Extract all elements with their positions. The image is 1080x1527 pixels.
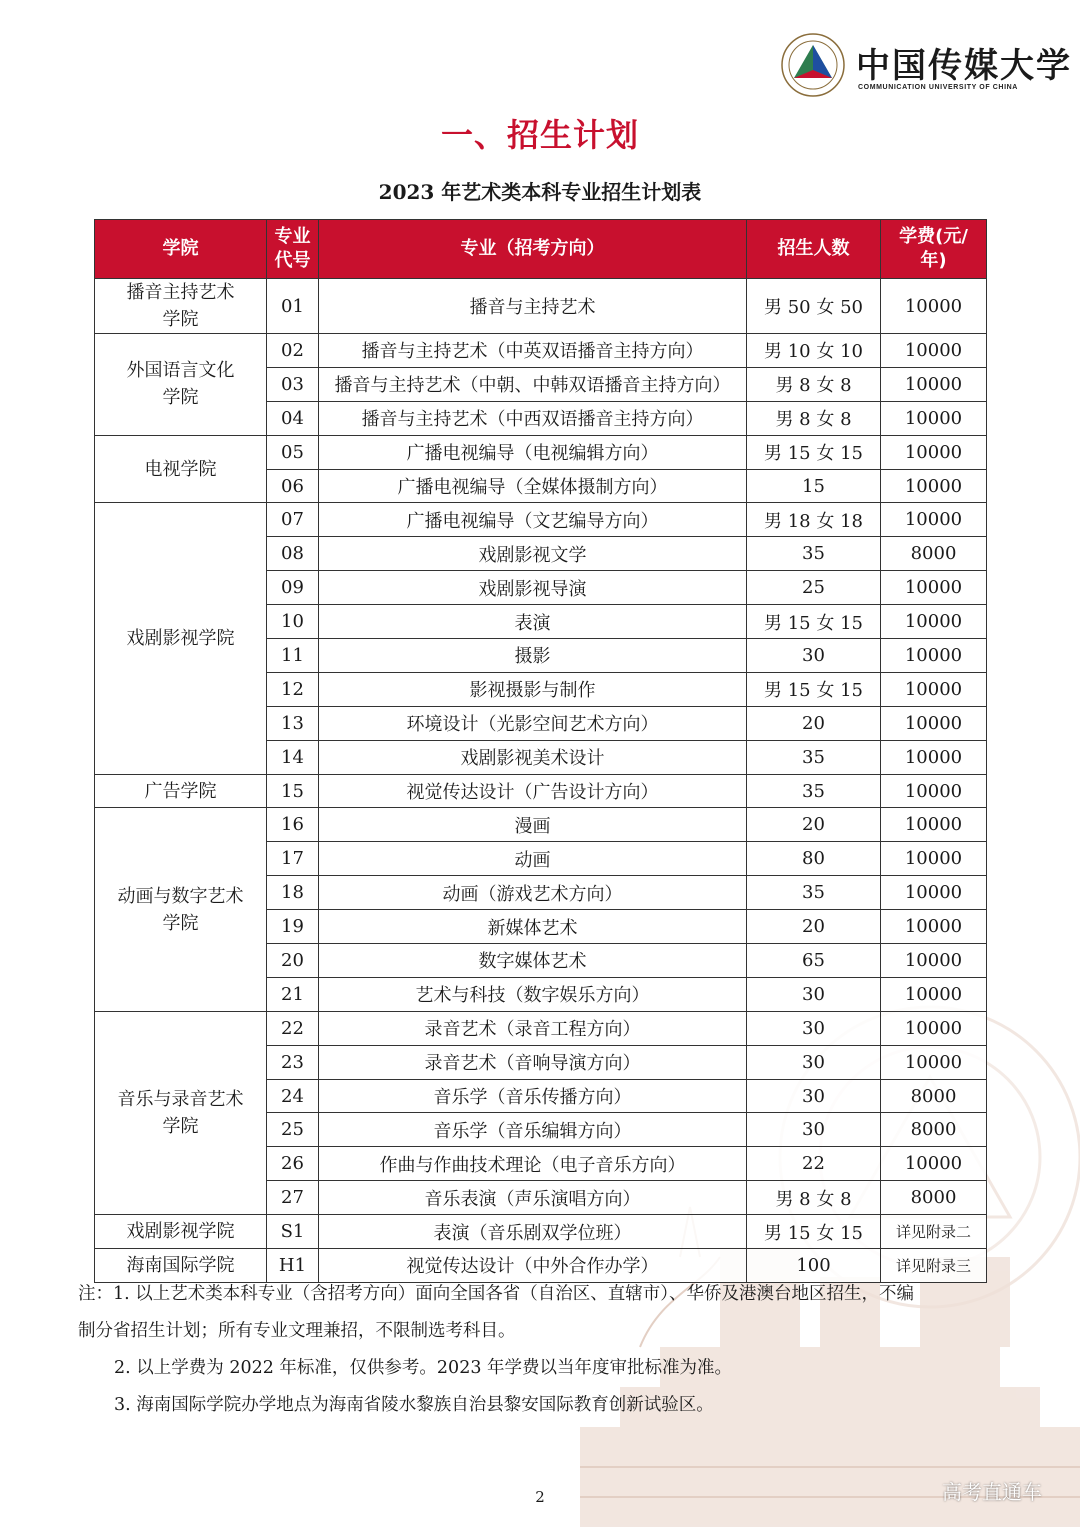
enrollment-plan-table [94, 219, 987, 1283]
code-cell: H1 [267, 1249, 319, 1283]
header-fee: 学费(元/年) [881, 220, 987, 279]
header-major: 专业（招考方向） [319, 220, 747, 279]
college-cell: 动画与数字艺术 学院 [95, 808, 267, 1011]
college-cell: 广告学院 [95, 774, 267, 808]
quota-cell: 22 [747, 1147, 881, 1181]
quota-cell: 20 [747, 910, 881, 944]
quota-cell: 男 18 女 18 [747, 503, 881, 537]
major-cell: 漫画 [319, 808, 747, 842]
fee-cell: 10000 [881, 1045, 987, 1079]
fee-cell: 10000 [881, 469, 987, 503]
page-number: 2 [535, 1488, 545, 1506]
quota-cell: 20 [747, 706, 881, 740]
quota-cell: 男 15 女 15 [747, 1215, 881, 1249]
code-cell: 19 [267, 910, 319, 944]
major-cell: 动画 [319, 842, 747, 876]
quota-cell: 20 [747, 808, 881, 842]
major-cell: 摄影 [319, 639, 747, 673]
university-name-en: COMMUNICATION UNIVERSITY OF CHINA [858, 84, 1018, 91]
header-quota: 招生人数 [747, 220, 881, 279]
fee-cell: 10000 [881, 740, 987, 774]
quota-cell: 30 [747, 1045, 881, 1079]
major-cell: 新媒体艺术 [319, 910, 747, 944]
section-title: 一、招生计划 [440, 116, 639, 154]
major-cell: 录音艺术（录音工程方向） [319, 1011, 747, 1045]
notes [78, 1276, 1008, 1424]
table-body [95, 279, 987, 1283]
table-row [95, 808, 987, 842]
college-cell: 外国语言文化 学院 [95, 334, 267, 436]
code-cell: 18 [267, 876, 319, 910]
quota-cell: 35 [747, 537, 881, 571]
fee-cell: 10000 [881, 876, 987, 910]
major-cell: 作曲与作曲技术理论（电子音乐方向） [319, 1147, 747, 1181]
quota-cell: 15 [747, 469, 881, 503]
fee-cell: 10000 [881, 1147, 987, 1181]
header-college: 学院 [95, 220, 267, 279]
quota-cell: 30 [747, 1011, 881, 1045]
code-cell: 05 [267, 435, 319, 469]
code-cell: 02 [267, 334, 319, 368]
major-cell: 广播电视编导（全媒体摄制方向） [319, 469, 747, 503]
fee-cell: 10000 [881, 503, 987, 537]
fee-cell: 10000 [881, 842, 987, 876]
code-cell: S1 [267, 1215, 319, 1249]
note-1: 注：1. 以上艺术类本科专业（含招考方向）面向全国各省（自治区、直辖市）、华侨及港澳台地区招生，不编 [78, 1284, 915, 1304]
major-cell: 音乐表演（声乐演唱方向） [319, 1181, 747, 1215]
code-cell: 11 [267, 639, 319, 673]
fee-cell: 10000 [881, 639, 987, 673]
quota-cell: 30 [747, 1079, 881, 1113]
major-cell: 音乐学（音乐传播方向） [319, 1079, 747, 1113]
fee-cell: 8000 [881, 1181, 987, 1215]
college-cell: 播音主持艺术 学院 [95, 279, 267, 334]
fee-cell: 10000 [881, 605, 987, 639]
fee-cell: 8000 [881, 1113, 987, 1147]
college-cell: 音乐与录音艺术 学院 [95, 1011, 267, 1214]
major-cell: 广播电视编导（文艺编导方向） [319, 503, 747, 537]
fee-cell: 8000 [881, 1079, 987, 1113]
university-emblem-icon [780, 32, 846, 98]
table-row [95, 1011, 987, 1045]
major-cell: 数字媒体艺术 [319, 944, 747, 978]
fee-cell: 10000 [881, 367, 987, 401]
quota-cell: 35 [747, 774, 881, 808]
code-cell: 08 [267, 537, 319, 571]
code-cell: 12 [267, 672, 319, 706]
code-cell: 04 [267, 401, 319, 435]
code-cell: 06 [267, 469, 319, 503]
fee-cell: 10000 [881, 279, 987, 334]
quota-cell: 男 10 女 10 [747, 334, 881, 368]
code-cell: 03 [267, 367, 319, 401]
table-row [95, 435, 987, 469]
note-3: 3. 海南国际学院办学地点为海南省陵水黎族自治县黎安国际教育创新试验区。 [114, 1395, 714, 1415]
quota-cell: 30 [747, 639, 881, 673]
major-cell: 录音艺术（音响导演方向） [319, 1045, 747, 1079]
major-cell: 艺术与科技（数字娱乐方向） [319, 977, 747, 1011]
fee-cell: 10000 [881, 944, 987, 978]
code-cell: 15 [267, 774, 319, 808]
code-cell: 20 [267, 944, 319, 978]
major-cell: 戏剧影视美术设计 [319, 740, 747, 774]
table-row [95, 334, 987, 368]
code-cell: 14 [267, 740, 319, 774]
fee-cell: 10000 [881, 435, 987, 469]
college-cell: 电视学院 [95, 435, 267, 503]
table-row [95, 279, 987, 334]
quota-cell: 男 15 女 15 [747, 435, 881, 469]
code-cell: 07 [267, 503, 319, 537]
fee-cell: 8000 [881, 537, 987, 571]
header-code: 专业代号 [267, 220, 319, 279]
code-cell: 01 [267, 279, 319, 334]
table-title: 2023 年艺术类本科专业招生计划表 [378, 180, 702, 204]
code-cell: 10 [267, 605, 319, 639]
code-cell: 24 [267, 1079, 319, 1113]
college-cell: 戏剧影视学院 [95, 1215, 267, 1249]
major-cell: 广播电视编导（电视编辑方向） [319, 435, 747, 469]
code-cell: 27 [267, 1181, 319, 1215]
code-cell: 25 [267, 1113, 319, 1147]
code-cell: 23 [267, 1045, 319, 1079]
major-cell: 视觉传达设计（中外合作办学） [319, 1249, 747, 1283]
major-cell: 表演 [319, 605, 747, 639]
major-cell: 视觉传达设计（广告设计方向） [319, 774, 747, 808]
quota-cell: 30 [747, 1113, 881, 1147]
quota-cell: 男 8 女 8 [747, 1181, 881, 1215]
quota-cell: 30 [747, 977, 881, 1011]
major-cell: 表演（音乐剧双学位班） [319, 1215, 747, 1249]
major-cell: 戏剧影视导演 [319, 571, 747, 605]
fee-cell: 10000 [881, 808, 987, 842]
quota-cell: 男 15 女 15 [747, 672, 881, 706]
major-cell: 播音与主持艺术（中西双语播音主持方向） [319, 401, 747, 435]
fee-cell: 10000 [881, 774, 987, 808]
fee-cell: 10000 [881, 706, 987, 740]
college-cell: 戏剧影视学院 [95, 503, 267, 774]
note-1-cont: 制分省招生计划；所有专业文理兼招，不限制选考科目。 [78, 1321, 516, 1341]
major-cell: 影视摄影与制作 [319, 672, 747, 706]
fee-cell: 10000 [881, 1011, 987, 1045]
code-cell: 17 [267, 842, 319, 876]
fee-cell: 10000 [881, 910, 987, 944]
quota-cell: 80 [747, 842, 881, 876]
fee-cell: 10000 [881, 672, 987, 706]
quota-cell: 男 50 女 50 [747, 279, 881, 334]
quota-cell: 男 8 女 8 [747, 367, 881, 401]
quota-cell: 100 [747, 1249, 881, 1283]
quota-cell: 25 [747, 571, 881, 605]
major-cell: 播音与主持艺术（中英双语播音主持方向） [319, 334, 747, 368]
code-cell: 13 [267, 706, 319, 740]
table-row [95, 774, 987, 808]
table-row [95, 1215, 987, 1249]
major-cell: 动画（游戏艺术方向） [319, 876, 747, 910]
university-logo [780, 32, 1072, 98]
fee-cell: 10000 [881, 334, 987, 368]
watermark: 高考直通车 [942, 1480, 1042, 1504]
quota-cell: 男 8 女 8 [747, 401, 881, 435]
quota-cell: 35 [747, 740, 881, 774]
code-cell: 26 [267, 1147, 319, 1181]
quota-cell: 65 [747, 944, 881, 978]
fee-cell: 详见附录三 [881, 1249, 987, 1283]
university-name-cn: 中国传媒大学 [856, 46, 1072, 86]
quota-cell: 男 15 女 15 [747, 605, 881, 639]
major-cell: 戏剧影视文学 [319, 537, 747, 571]
fee-cell: 10000 [881, 571, 987, 605]
table-header-row [95, 220, 987, 279]
table-row [95, 503, 987, 537]
major-cell: 播音与主持艺术 [319, 279, 747, 334]
code-cell: 09 [267, 571, 319, 605]
major-cell: 播音与主持艺术（中朝、中韩双语播音主持方向） [319, 367, 747, 401]
fee-cell: 详见附录二 [881, 1215, 987, 1249]
code-cell: 22 [267, 1011, 319, 1045]
fee-cell: 10000 [881, 977, 987, 1011]
major-cell: 环境设计（光影空间艺术方向） [319, 706, 747, 740]
code-cell: 21 [267, 977, 319, 1011]
quota-cell: 35 [747, 876, 881, 910]
code-cell: 16 [267, 808, 319, 842]
note-2: 2. 以上学费为 2022 年标准，仅供参考。2023 年学费以当年度审批标准为准。 [114, 1358, 733, 1378]
major-cell: 音乐学（音乐编辑方向） [319, 1113, 747, 1147]
college-cell: 海南国际学院 [95, 1249, 267, 1283]
fee-cell: 10000 [881, 401, 987, 435]
